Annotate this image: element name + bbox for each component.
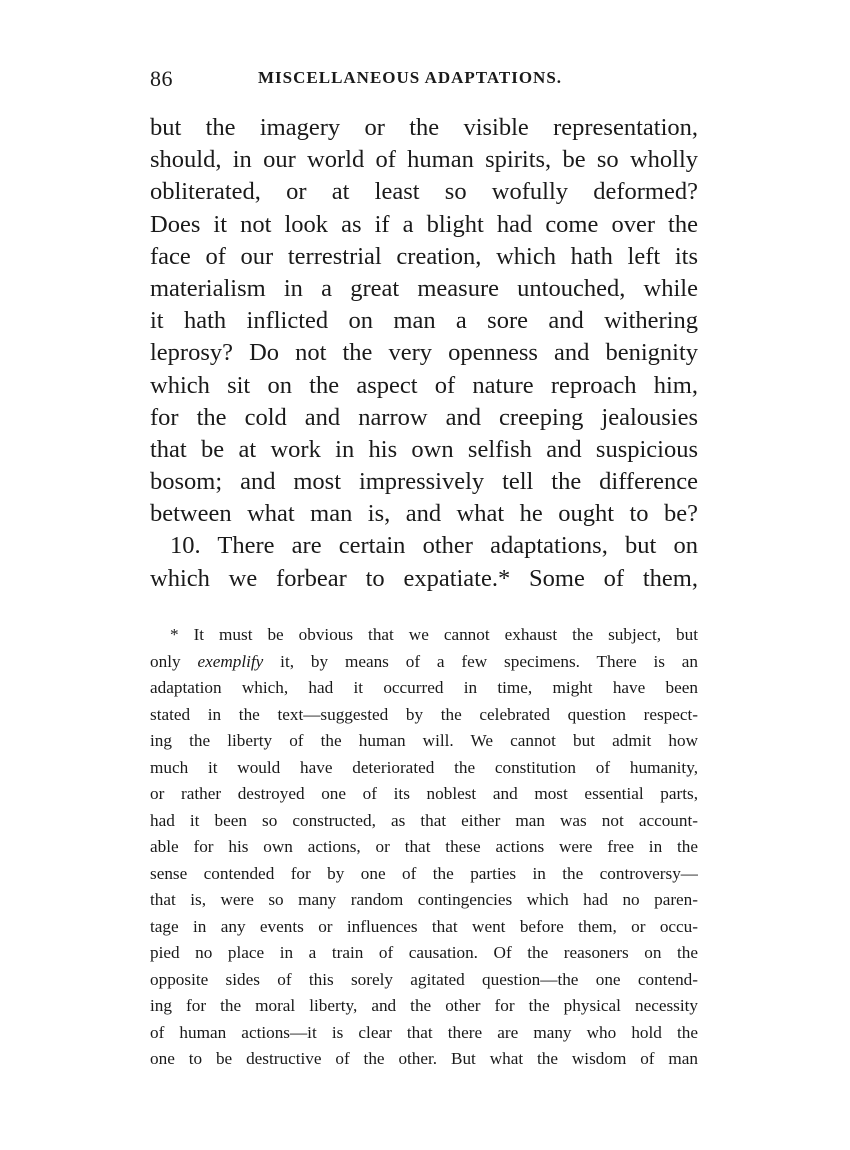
footnote-line: opposite sides of this sorely agitated question—the one contend- bbox=[150, 969, 698, 989]
body-line: should, in our world of human spirits, be so wholly bbox=[150, 146, 698, 174]
body-line: which we forbear to expatiate.* Some of them, bbox=[150, 564, 698, 592]
footnote-line: pied no place in a train of causation. Of the reasoners on the bbox=[150, 943, 698, 962]
page-number: 86 bbox=[150, 66, 173, 91]
footnote-line: one to be destructive of the other. But what the wisdom of man bbox=[150, 1049, 698, 1068]
body-line: Does it not look as if a blight had come over the bbox=[150, 210, 698, 238]
body-line: but the imagery or the visible representation, bbox=[150, 114, 698, 141]
footnote-line: ing the liberty of the human will. We cannot but admit how bbox=[150, 731, 698, 750]
body-line: face of our terrestrial creation, which hath left its bbox=[150, 242, 698, 270]
footnote-line: or rather destroyed one of its noblest and most essential parts, bbox=[150, 784, 698, 803]
body-line: obliterated, or at least so wofully deformed? bbox=[150, 178, 698, 206]
footnote-line bbox=[150, 649, 698, 676]
body-line: materialism in a great measure untouched, while bbox=[150, 274, 698, 302]
footnote-line: had it been so constructed, as that either man was not account- bbox=[150, 810, 698, 830]
footnote-line: * It must be obvious that we cannot exhaust the subject, but bbox=[170, 625, 698, 644]
footnote-line: adaptation which, had it occurred in time, might have been bbox=[150, 678, 698, 697]
body-line: between what man is, and what he ought to be? bbox=[150, 500, 698, 528]
footnote-text: it, by means of a few specimens. There is an bbox=[263, 651, 698, 671]
footnote-text: only bbox=[150, 651, 198, 671]
body-line: for the cold and narrow and creeping jealousies bbox=[150, 403, 698, 431]
footnote-emphasis: exemplify bbox=[197, 651, 264, 671]
footnote-line: ing for the moral liberty, and the other for the physical necessity bbox=[150, 996, 698, 1015]
footnote-line: of human actions—it is clear that there are many who hold the bbox=[150, 1022, 698, 1042]
running-title: MISCELLANEOUS ADAPTATIONS. bbox=[258, 68, 563, 87]
body-line: bosom; and most impressively tell the difference bbox=[150, 468, 698, 496]
body-line: that be at work in his own selfish and suspicious bbox=[150, 435, 698, 463]
footnote-line: tage in any events or influences that went before them, or occu- bbox=[150, 916, 698, 936]
body-line: leprosy? Do not the very openness and benignity bbox=[150, 339, 698, 367]
footnote bbox=[150, 622, 698, 1073]
body-line: it hath inflicted on man a sore and withering bbox=[150, 307, 698, 335]
footnote-line: that is, were so many random contingencies which had no paren- bbox=[150, 890, 698, 909]
page-header bbox=[150, 62, 700, 92]
footnote-line: much it would have deteriorated the constitution of humanity, bbox=[150, 757, 698, 777]
body-line: 10. There are certain other adaptations, but on bbox=[170, 532, 698, 560]
footnote-line: sense contended for by one of the parties in the controversy— bbox=[150, 863, 698, 883]
body-text bbox=[150, 112, 698, 595]
footnote-line: able for his own actions, or that these actions were free in the bbox=[150, 837, 698, 856]
footnote-line: stated in the text—suggested by the celebrated question respect- bbox=[150, 704, 698, 724]
body-line: which sit on the aspect of nature reproach him, bbox=[150, 371, 698, 399]
